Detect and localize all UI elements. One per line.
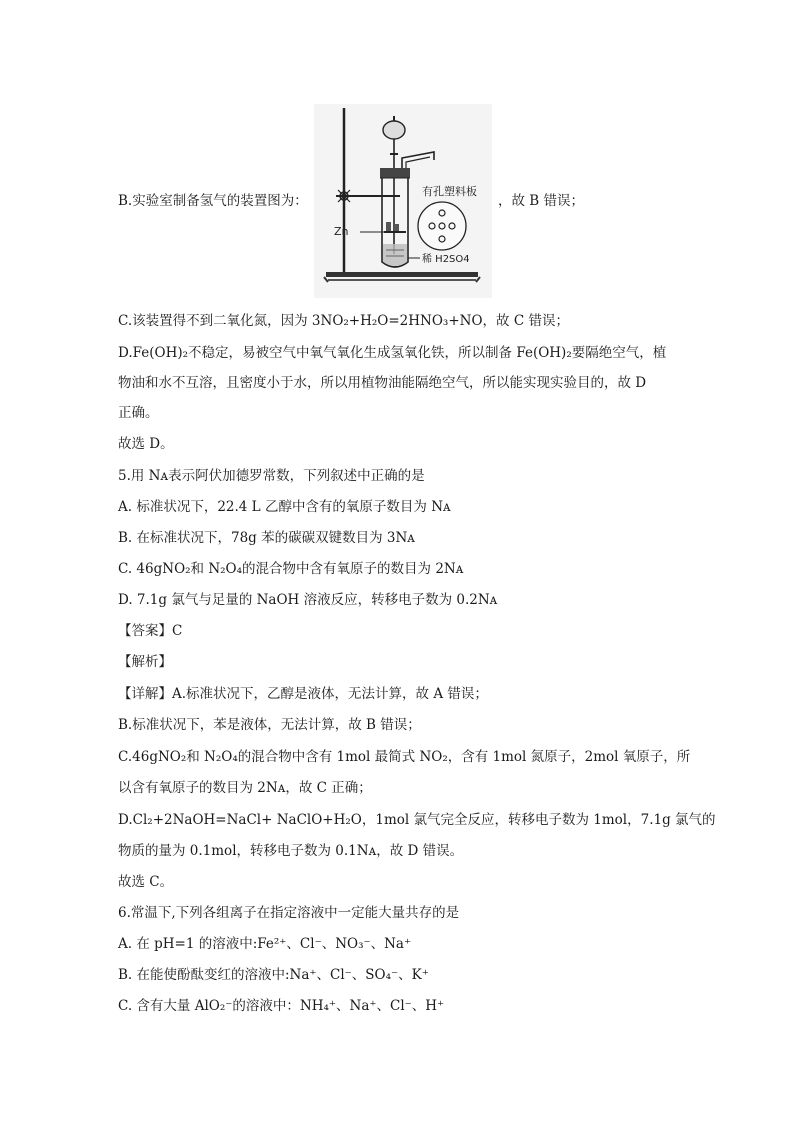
q5-option-c: C. 46gNO₂和 N₂O₄的混合物中含有氧原子的数目为 2Nᴀ xyxy=(118,561,464,577)
item-d-line1: D.Fe(OH)₂不稳定，易被空气中氧气氧化生成氢氧化铁，所以制备 Fe(OH)₂要隔绝空气，植 xyxy=(118,345,667,361)
item-c: C.该装置得不到二氧化氮，因为 3NO₂+H₂O=2HNO₃+NO，故 C 错误； xyxy=(118,313,569,329)
q5-detail-c2: 以含有氧原子的数目为 2Nᴀ，故 C 正确； xyxy=(118,780,372,796)
q5-answer: 【答案】C xyxy=(118,623,183,639)
q5-detail-c1: C.46gNO₂和 N₂O₄的混合物中含有 1mol 最简式 NO₂，含有 1mol 氮原子，2mol 氧原子，所 xyxy=(118,749,691,765)
item-b-line xyxy=(118,191,308,211)
q5-choose: 故选 C。 xyxy=(118,874,174,890)
porous-plate-detail xyxy=(418,202,466,250)
rubber-stopper xyxy=(380,168,410,178)
item-d-line2: 物油和水不互溶，且密度小于水，所以用植物油能隔绝空气，所以能实现实验目的，故 D xyxy=(118,375,647,391)
q6-option-a: A. 在 pH=1 的溶液中:Fe²⁺、Cl⁻、NO₃⁻、Na⁺ xyxy=(118,936,412,952)
label-acid: 稀 H2SO4 xyxy=(422,254,470,265)
item-b-suffix: ，故 B 错误； xyxy=(498,193,585,209)
stand-base xyxy=(326,272,478,277)
q6-option-b: B. 在能使酚酞变红的溶液中:Na⁺、Cl⁻、SO₄⁻、K⁺ xyxy=(118,967,429,983)
q5-analysis-heading: 【解析】 xyxy=(118,654,172,670)
label-board: 有孔塑料板 xyxy=(422,185,477,198)
q5-stem: 5.用 Nᴀ表示阿伏加德罗常数，下列叙述中正确的是 xyxy=(118,468,425,484)
q5-option-b: B. 在标准状况下，78g 苯的碳碳双键数目为 3Nᴀ xyxy=(118,530,415,546)
q5-option-d: D. 7.1g 氯气与足量的 NaOH 溶液反应，转移电子数为 0.2Nᴀ xyxy=(118,592,498,608)
q5-detail-a: 【详解】A.标准状况下，乙醇是液体，无法计算，故 A 错误； xyxy=(118,686,488,702)
q5-detail-b: B.标准状况下，苯是液体，无法计算，故 B 错误； xyxy=(118,717,421,733)
q6-option-c: C. 含有大量 AlO₂⁻的溶液中：NH₄⁺、Na⁺、Cl⁻、H⁺ xyxy=(118,998,445,1014)
separatory-funnel xyxy=(383,121,405,139)
apparatus-drawing xyxy=(314,104,492,298)
item-b-prefix: B.实验室制备氢气的装置图为： xyxy=(118,193,308,209)
q6-stem: 6.常温下,下列各组离子在指定溶液中一定能大量共存的是 xyxy=(118,905,460,921)
choose-d: 故选 D。 xyxy=(118,436,174,452)
q5-option-a: A. 标准状况下，22.4 L 乙醇中含有的氧原子数目为 Nᴀ xyxy=(118,499,451,515)
item-d-line3: 正确。 xyxy=(118,405,159,421)
label-zn: Zn xyxy=(334,225,349,238)
hydrogen-apparatus-figure xyxy=(314,104,492,298)
q5-detail-d2: 物质的量为 0.1mol，转移电子数为 0.1Nᴀ，故 D 错误。 xyxy=(118,843,464,859)
q5-detail-d1: D.Cl₂+2NaOH=NaCl+ NaClO+H₂O，1mol 氯气完全反应，转移电子数为 1mol，7.1g 氯气的 xyxy=(118,812,716,828)
